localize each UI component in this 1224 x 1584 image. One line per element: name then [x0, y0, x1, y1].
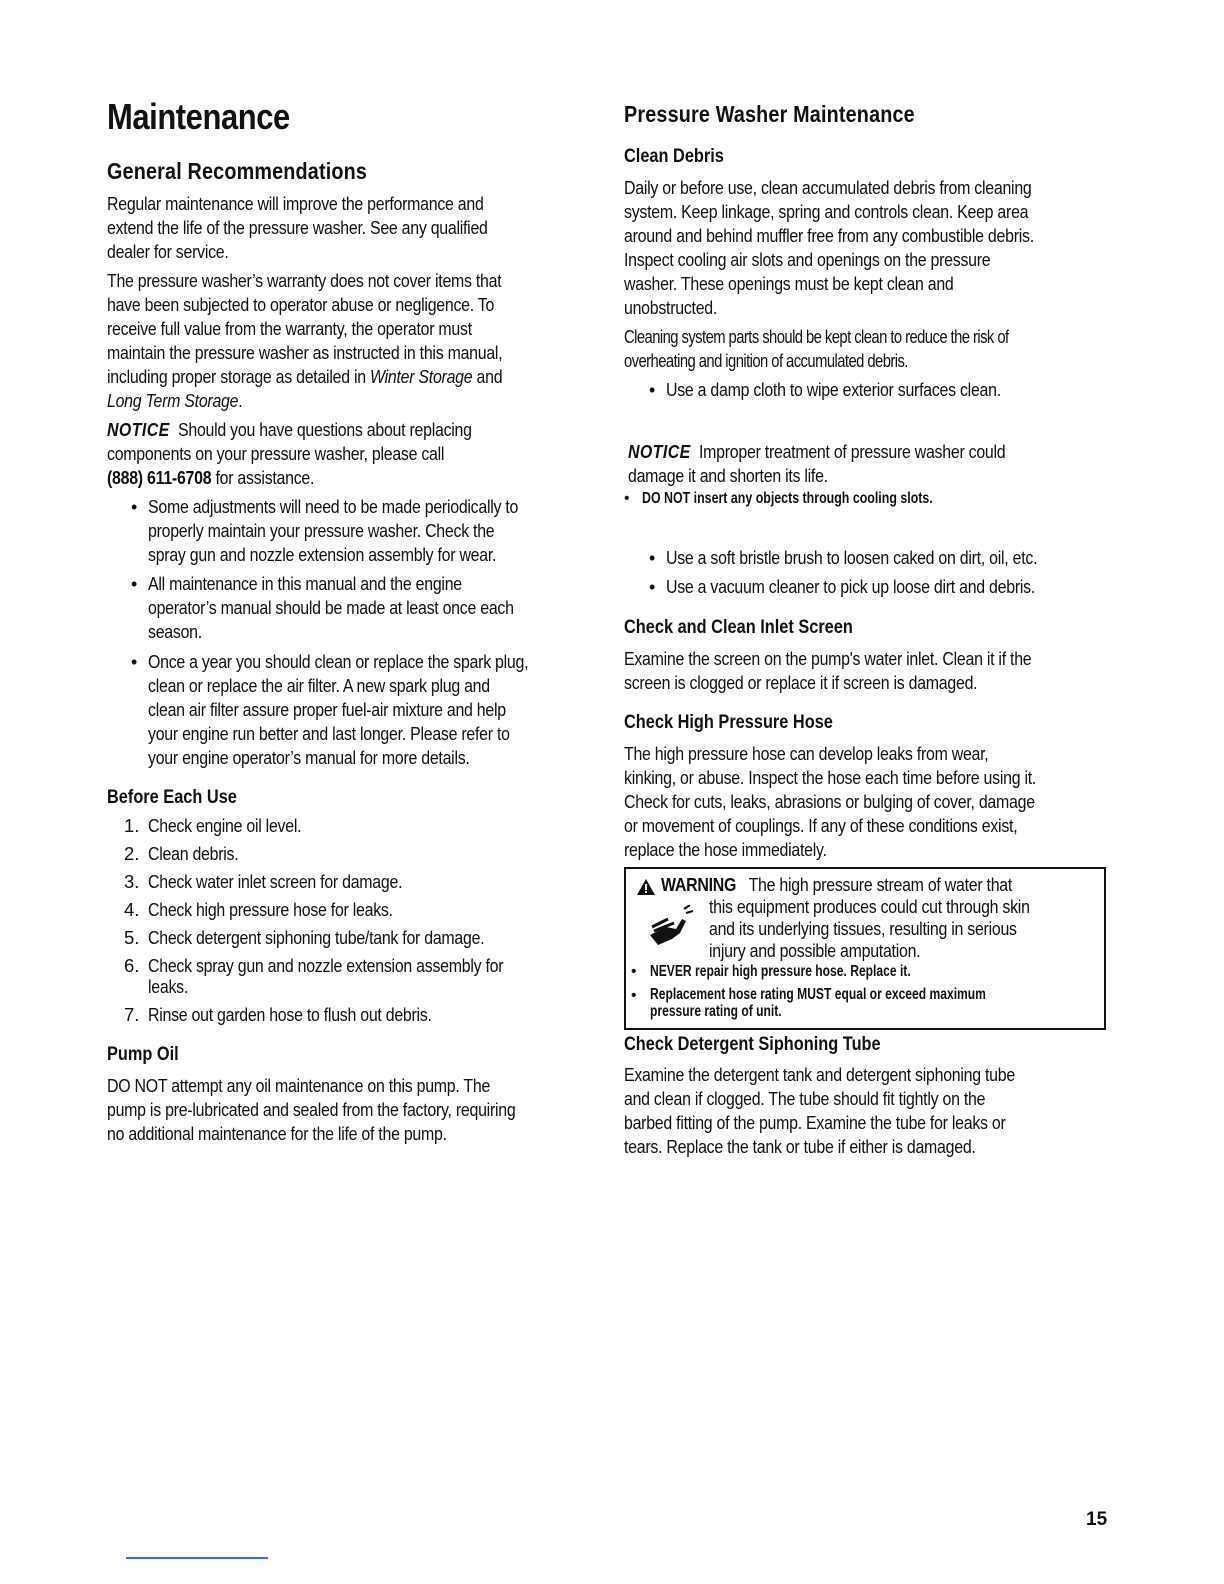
- list-item: Check spray gun and nozzle extension assembly for leaks.: [148, 955, 504, 997]
- general-recommendations-heading: General Recommendations: [107, 158, 368, 184]
- bullet-icon: •: [131, 574, 138, 594]
- notice-tag: NOTICE: [107, 419, 170, 440]
- clean-debris-notice: NOTICE Improper treatment of pressure washer could damage it and shorten its life.: [628, 441, 1006, 486]
- list-number: 3.: [124, 871, 140, 892]
- inlet-screen-paragraph: Examine the screen on the pump's water inlet. Clean it if the screen is clogged or replace it if screen is damaged.: [624, 648, 1032, 693]
- warning-bullet: NEVER repair high pressure hose. Replace it.: [650, 963, 911, 980]
- bullet-item: Use a soft bristle brush to loosen caked on dirt, oil, etc.: [666, 547, 1038, 568]
- warning-box: [624, 867, 1106, 1030]
- high-pressure-hose-paragraph: The high pressure hose can develop leaks from wear, kinking, or abuse. Inspect the hose each time before using it. Check for cuts, leaks, abrasions or bulging of cover, damage or movement of couplings. If any of these conditions exist, replace the hose immediately.: [624, 743, 1037, 860]
- pump-oil-paragraph: DO NOT attempt any oil maintenance on this pump. The pump is pre-lubricated and sealed from the factory, requiring no additional maintenance for the life of the pump.: [107, 1075, 516, 1144]
- phone-number: (888) 611-6708: [107, 467, 212, 488]
- list-item: Clean debris.: [148, 843, 239, 864]
- bullet-icon: •: [649, 548, 656, 568]
- bullet-item: Once a year you should clean or replace the spark plug, clean or replace the air filter. A new spark plug and clean air filter assure proper fuel-air mixture and help your engine run better and last longer. Please refer to your engine operator’s manual for more details.: [148, 651, 529, 768]
- list-item: Rinse out garden hose to flush out debris.: [148, 1004, 432, 1025]
- list-item: Check water inlet screen for damage.: [148, 871, 403, 892]
- pump-oil-heading: Pump Oil: [107, 1044, 179, 1065]
- list-number: 4.: [124, 899, 140, 920]
- list-item: Check high pressure hose for leaks.: [148, 899, 393, 920]
- inlet-screen-heading: Check and Clean Inlet Screen: [624, 617, 853, 638]
- notice-tag: NOTICE: [628, 441, 691, 462]
- bullet-item: Some adjustments will need to be made periodically to properly maintain your pressure washer. Check the spray gun and nozzle extension assembly for wear.: [148, 496, 519, 565]
- warning-first-line: WARNING The high pressure stream of water that: [661, 874, 1013, 895]
- page-title: Maintenance: [107, 96, 290, 137]
- bullet-icon: •: [131, 652, 138, 672]
- warning-tag: WARNING: [661, 874, 737, 895]
- bullet-icon: •: [631, 963, 637, 980]
- clean-debris-paragraph-1: Daily or before use, clean accumulated debris from cleaning system. Keep linkage, spring and controls clean. Keep area around and behind muffler free from any combustible debris. Inspect cooling air slots and openings on the pressure washer. These openings must be kept clean and unobstructed.: [624, 177, 1034, 318]
- high-pressure-hose-heading: Check High Pressure Hose: [624, 712, 833, 733]
- bullet-icon: •: [649, 577, 656, 597]
- footer-rule: [126, 1557, 268, 1559]
- bullet-icon: •: [649, 380, 656, 400]
- warning-paragraph: this equipment produces could cut through skin and its underlying tissues, resulting in serious injury and possible amputation.: [709, 896, 1030, 961]
- general-paragraph-1: Regular maintenance will improve the performance and extend the life of the pressure washer. See any qualified dealer for service.: [107, 193, 488, 262]
- warning-triangle-icon: [636, 878, 656, 896]
- general-paragraph-2: The pressure washer’s warranty does not cover items that have been subjected to operator abuse or negligence. To receive full value from the warranty, the operator must maintain the pressure washer as instructed in this manual, including proper storage as detailed in Winter Storage and Long Term Storage.: [107, 270, 503, 411]
- long-term-storage-reference: Long Term Storage: [107, 390, 239, 411]
- bullet-item: Use a damp cloth to wipe exterior surfaces clean.: [666, 379, 1001, 400]
- bullet-item: Use a vacuum cleaner to pick up loose dirt and debris.: [666, 576, 1036, 597]
- winter-storage-reference: Winter Storage: [369, 366, 473, 387]
- notice-bullet: DO NOT insert any objects through cooling slots.: [642, 490, 933, 507]
- list-item: Check detergent siphoning tube/tank for damage.: [148, 927, 485, 948]
- before-each-use-heading: Before Each Use: [107, 787, 237, 808]
- clean-debris-paragraph-2: Cleaning system parts should be kept clean to reduce the risk of overheating and ignition of accumulated debris.: [624, 326, 1009, 371]
- bullet-icon: •: [631, 987, 637, 1004]
- list-number: 2.: [124, 843, 140, 864]
- bullet-icon: •: [624, 490, 630, 507]
- list-number: 7.: [124, 1004, 140, 1025]
- warning-bullet: Replacement hose rating MUST equal or exceed maximum pressure rating of unit.: [650, 986, 986, 1020]
- bullet-icon: •: [131, 497, 138, 517]
- list-number: 6.: [124, 955, 140, 976]
- list-item: Check engine oil level.: [148, 815, 302, 836]
- page-number: 15: [1086, 1509, 1108, 1530]
- pressure-washer-maintenance-heading: Pressure Washer Maintenance: [624, 101, 915, 127]
- list-number: 1.: [124, 815, 140, 836]
- clean-debris-heading: Clean Debris: [624, 146, 724, 167]
- detergent-tube-paragraph: Examine the detergent tank and detergent siphoning tube and clean if clogged. The tube should fit tightly on the barbed fitting of the pump. Examine the tube for leaks or tears. Replace the tank or tube if either is damaged.: [624, 1064, 1015, 1157]
- detergent-tube-heading: Check Detergent Siphoning Tube: [624, 1034, 881, 1055]
- high-pressure-spray-hand-icon: [646, 905, 694, 951]
- general-notice: NOTICE Should you have questions about replacing components on your pressure washer, please call (888) 611-6708 for assistance.: [107, 419, 472, 488]
- list-number: 5.: [124, 927, 140, 948]
- bullet-item: All maintenance in this manual and the engine operator’s manual should be made at least once each season.: [148, 573, 514, 642]
